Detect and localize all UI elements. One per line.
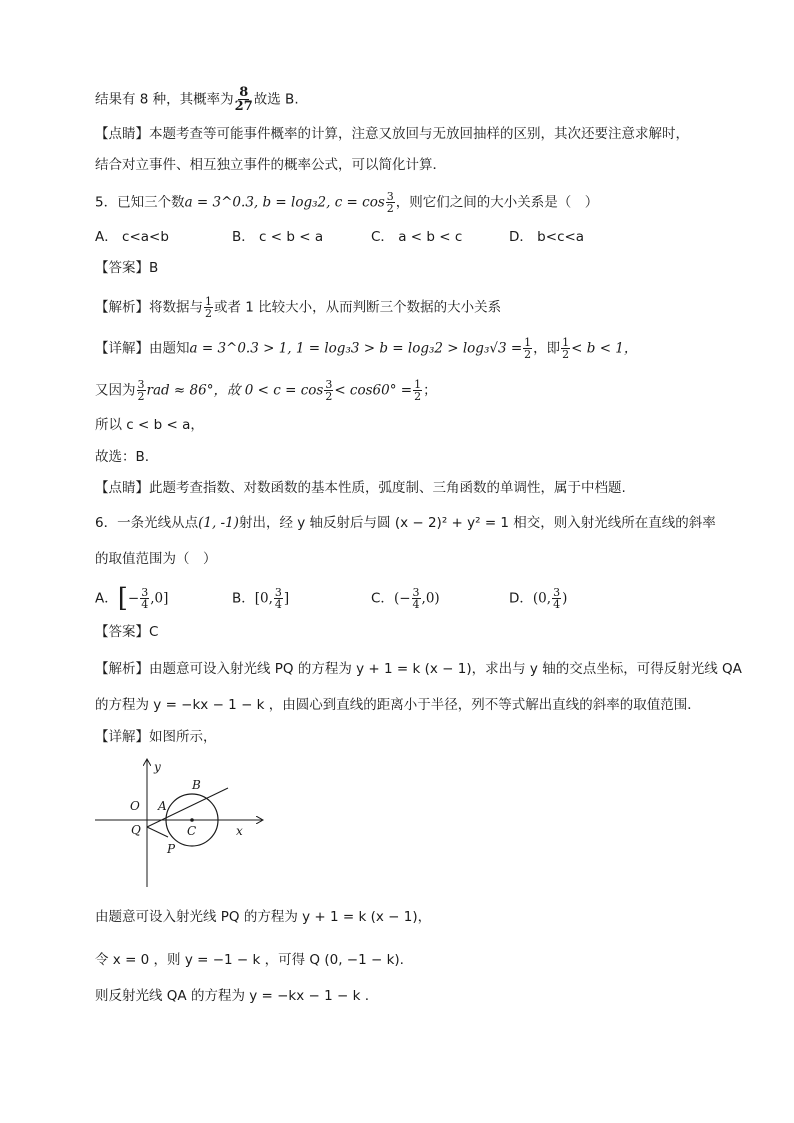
q5-fraction: $\frac{3}{2}$: [386, 190, 394, 215]
dianjing-2: 【点睛】此题考查指数、对数函数的基本性质，弧度制、三角函数的单调性，属于中档题.: [95, 480, 626, 496]
q5-option-b: B． c < b < a: [232, 229, 324, 245]
label-y: y: [154, 760, 161, 774]
center-c-dot: [190, 818, 194, 822]
q6-option-c: C．(− $\frac{3}{4}$ ,0): [371, 586, 440, 611]
analysis-5: 【解析】将数据与 $\frac{1}{2}$ 或者 1 比较大小，从而判断三个数据的大小关系: [95, 295, 502, 320]
q5-option-a: A． c<a<b: [95, 229, 169, 245]
label-a: A: [158, 799, 167, 813]
dianjing-1-line1: 【点睛】本题考查等可能事件概率的计算，注意又放回与无放回抽样的区别，其次还要注意求解时，: [95, 126, 689, 142]
analysis-6: 【解析】由题意可设入射光线 PQ 的方程为 y + 1 = k (x − 1)，求出与 y 轴的交点坐标，可得反射光线 QA: [95, 661, 742, 677]
dianjing-1-line2: 结合对立事件、相互独立事件的概率公式，可以简化计算．: [95, 157, 446, 173]
q6-option-a: A．[− $\frac{3}{4}$ ,0]: [95, 583, 169, 614]
prob-fraction: $\frac{8}{27}$: [234, 85, 253, 114]
q5-option-c: C． a < b < c: [371, 229, 463, 245]
detail-5-cont: 又因为 $\frac{3}{2}$ rad ≈ 86°，故 0 < c = cos $\frac{3}{2}$ < cos60° = $\frac{1}{2}$ ；: [95, 378, 437, 403]
q5-option-d: D． b<c<a: [509, 229, 585, 245]
answer-5: 【答案】B: [95, 260, 159, 276]
para-2: 令 x = 0 ，则 y = −1 − k ，可得 Q (0, −1 − k).: [95, 952, 404, 968]
question-6: 6．一条光线从点(1, -1)射出，经 y 轴反射后与圆 (x − 2)² + y² = 1 相交，则入射光线所在直线的斜率: [95, 515, 716, 531]
result-text: 结果有 8 种，其概率为: [95, 91, 234, 108]
analysis-6-cont: 的方程为 y = −kx − 1 − k ，由圆心到直线的距离小于半径，列不等式解出直线的斜率的取值范围．: [95, 697, 701, 713]
line-result: [95, 86, 299, 113]
choose-b-text: 故选 B.: [253, 91, 299, 108]
reflection-figure: [90, 755, 270, 890]
label-p: P: [167, 842, 176, 856]
label-c: C: [187, 824, 197, 838]
answer-6: 【答案】C: [95, 624, 159, 640]
label-b: B: [192, 778, 201, 792]
para-1: 由题意可设入射光线 PQ 的方程为 y + 1 = k (x − 1)，: [95, 909, 432, 925]
label-q: Q: [131, 823, 141, 837]
label-o: O: [130, 799, 140, 813]
label-x: x: [236, 824, 243, 838]
question-5: 5．已知三个数a = 3^0.3, b = log₃2, c = cos $\frac{3}{2}$ ，则它们之间的大小关系是（ ）: [95, 190, 599, 215]
q6-option-d: D．(0, $\frac{3}{4}$ ): [509, 586, 568, 611]
detail-6: 【详解】如图所示，: [95, 729, 217, 745]
incident-ray-pq: [147, 827, 168, 837]
question-6-cont: 的取值范围为（ ）: [95, 551, 217, 567]
para-3: 则反射光线 QA 的方程为 y = −kx − 1 − k .: [95, 988, 370, 1004]
dianjing-tag: 【点睛】: [95, 126, 149, 142]
choose-line: 故选：B.: [95, 449, 150, 465]
q6-option-b: B．[0, $\frac{3}{4}$ ]: [232, 586, 290, 611]
so-line: 所以 c < b < a，: [95, 417, 204, 433]
detail-5: 【详解】由题知a = 3^0.3 > 1, 1 = log₃3 > b = log₃2 > log₃√3 = $\frac{1}{2}$ ，即 $\frac{1}{2}$ < b < 1，: [95, 336, 638, 361]
